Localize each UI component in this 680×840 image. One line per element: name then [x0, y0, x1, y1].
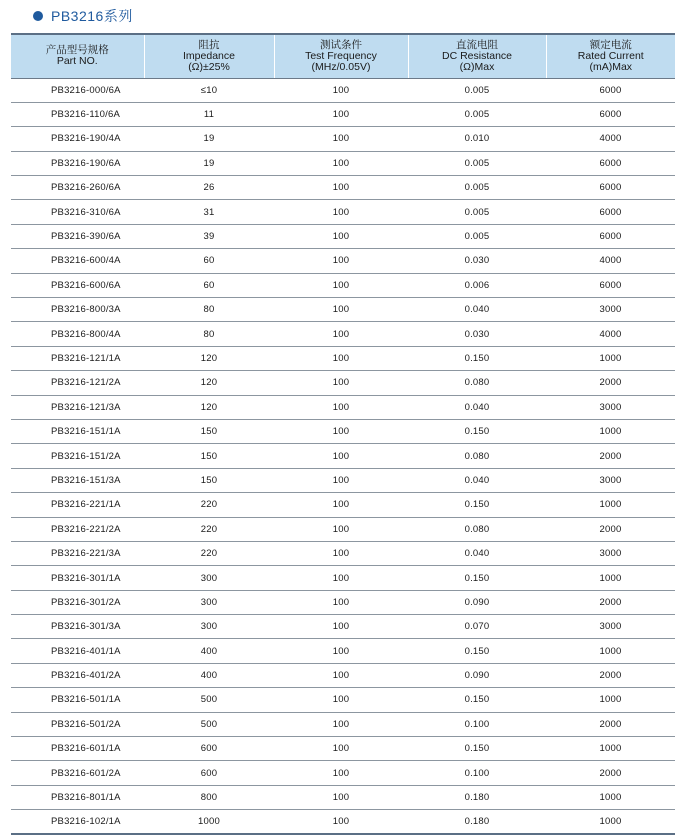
frequency-cell: 100	[274, 712, 408, 736]
table-row	[11, 712, 675, 736]
table-row	[11, 468, 675, 492]
part-number-cell: PB3216-102/1A	[11, 810, 144, 834]
frequency-cell: 100	[274, 493, 408, 517]
current-cell: 6000	[546, 200, 675, 224]
resistance-cell: 0.030	[408, 322, 546, 346]
resistance-cell: 0.005	[408, 78, 546, 102]
table-row	[11, 639, 675, 663]
impedance-cell: 60	[144, 273, 274, 297]
part-number-cell: PB3216-121/2A	[11, 371, 144, 395]
resistance-cell: 0.100	[408, 761, 546, 785]
part-number-cell: PB3216-110/6A	[11, 102, 144, 126]
current-cell: 2000	[546, 517, 675, 541]
table-row	[11, 322, 675, 346]
current-cell: 1000	[546, 785, 675, 809]
resistance-cell: 0.150	[408, 639, 546, 663]
table-row	[11, 517, 675, 541]
table-header-row	[11, 34, 675, 78]
impedance-cell: 600	[144, 761, 274, 785]
table-row	[11, 371, 675, 395]
current-cell: 6000	[546, 78, 675, 102]
part-number-cell: PB3216-800/3A	[11, 298, 144, 322]
table-row	[11, 761, 675, 785]
table-row	[11, 176, 675, 200]
frequency-cell: 100	[274, 737, 408, 761]
frequency-cell: 100	[274, 590, 408, 614]
frequency-cell: 100	[274, 419, 408, 443]
resistance-cell: 0.005	[408, 151, 546, 175]
impedance-cell: 400	[144, 663, 274, 687]
table-row	[11, 615, 675, 639]
table-row	[11, 541, 675, 565]
frequency-cell: 100	[274, 761, 408, 785]
part-number-cell: PB3216-501/1A	[11, 688, 144, 712]
impedance-cell: 500	[144, 688, 274, 712]
impedance-cell: 80	[144, 322, 274, 346]
part-number-cell: PB3216-190/4A	[11, 127, 144, 151]
frequency-cell: 100	[274, 663, 408, 687]
current-cell: 4000	[546, 322, 675, 346]
table-row	[11, 566, 675, 590]
resistance-cell: 0.180	[408, 810, 546, 834]
frequency-cell: 100	[274, 322, 408, 346]
resistance-cell: 0.040	[408, 395, 546, 419]
frequency-cell: 100	[274, 78, 408, 102]
table-row	[11, 151, 675, 175]
impedance-cell: 150	[144, 419, 274, 443]
part-number-cell: PB3216-601/2A	[11, 761, 144, 785]
table-row	[11, 200, 675, 224]
resistance-cell: 0.150	[408, 566, 546, 590]
frequency-cell: 100	[274, 249, 408, 273]
table-row	[11, 273, 675, 297]
resistance-cell: 0.040	[408, 298, 546, 322]
header-impedance: 阻抗 Impedance (Ω)±25%	[144, 34, 274, 78]
frequency-cell: 100	[274, 785, 408, 809]
resistance-cell: 0.090	[408, 663, 546, 687]
part-number-cell: PB3216-601/1A	[11, 737, 144, 761]
table-body	[11, 78, 675, 834]
frequency-cell: 100	[274, 151, 408, 175]
impedance-cell: 60	[144, 249, 274, 273]
part-number-cell: PB3216-600/6A	[11, 273, 144, 297]
impedance-cell: 120	[144, 371, 274, 395]
resistance-cell: 0.150	[408, 346, 546, 370]
frequency-cell: 100	[274, 639, 408, 663]
resistance-cell: 0.040	[408, 541, 546, 565]
impedance-cell: 31	[144, 200, 274, 224]
impedance-cell: 500	[144, 712, 274, 736]
resistance-cell: 0.180	[408, 785, 546, 809]
impedance-cell: 400	[144, 639, 274, 663]
impedance-cell: 300	[144, 566, 274, 590]
frequency-cell: 100	[274, 444, 408, 468]
table-row	[11, 298, 675, 322]
current-cell: 6000	[546, 273, 675, 297]
resistance-cell: 0.040	[408, 468, 546, 492]
part-number-cell: PB3216-151/3A	[11, 468, 144, 492]
table-row	[11, 590, 675, 614]
current-cell: 1000	[546, 737, 675, 761]
part-number-cell: PB3216-401/2A	[11, 663, 144, 687]
frequency-cell: 100	[274, 127, 408, 151]
frequency-cell: 100	[274, 688, 408, 712]
frequency-cell: 100	[274, 371, 408, 395]
current-cell: 1000	[546, 566, 675, 590]
impedance-cell: 800	[144, 785, 274, 809]
current-cell: 6000	[546, 102, 675, 126]
table-row	[11, 493, 675, 517]
current-cell: 3000	[546, 468, 675, 492]
part-number-cell: PB3216-000/6A	[11, 78, 144, 102]
current-cell: 2000	[546, 444, 675, 468]
part-number-cell: PB3216-221/3A	[11, 541, 144, 565]
resistance-cell: 0.005	[408, 176, 546, 200]
current-cell: 1000	[546, 688, 675, 712]
current-cell: 2000	[546, 590, 675, 614]
current-cell: 3000	[546, 615, 675, 639]
current-cell: 3000	[546, 298, 675, 322]
impedance-cell: ≤10	[144, 78, 274, 102]
part-number-cell: PB3216-301/2A	[11, 590, 144, 614]
current-cell: 4000	[546, 127, 675, 151]
impedance-cell: 26	[144, 176, 274, 200]
frequency-cell: 100	[274, 200, 408, 224]
table-row	[11, 224, 675, 248]
current-cell: 4000	[546, 249, 675, 273]
part-number-cell: PB3216-301/3A	[11, 615, 144, 639]
table-row	[11, 444, 675, 468]
section-title	[33, 6, 133, 26]
part-number-cell: PB3216-310/6A	[11, 200, 144, 224]
impedance-cell: 600	[144, 737, 274, 761]
impedance-cell: 220	[144, 493, 274, 517]
table-row	[11, 688, 675, 712]
current-cell: 3000	[546, 541, 675, 565]
resistance-cell: 0.010	[408, 127, 546, 151]
series-title: PB3216系列	[51, 8, 133, 24]
current-cell: 6000	[546, 151, 675, 175]
current-cell: 3000	[546, 395, 675, 419]
frequency-cell: 100	[274, 517, 408, 541]
frequency-cell: 100	[274, 176, 408, 200]
resistance-cell: 0.100	[408, 712, 546, 736]
part-number-cell: PB3216-390/6A	[11, 224, 144, 248]
part-number-cell: PB3216-221/2A	[11, 517, 144, 541]
impedance-cell: 120	[144, 346, 274, 370]
impedance-cell: 80	[144, 298, 274, 322]
frequency-cell: 100	[274, 810, 408, 834]
part-number-cell: PB3216-121/1A	[11, 346, 144, 370]
current-cell: 2000	[546, 371, 675, 395]
resistance-cell: 0.006	[408, 273, 546, 297]
impedance-cell: 300	[144, 590, 274, 614]
resistance-cell: 0.005	[408, 102, 546, 126]
part-number-cell: PB3216-121/3A	[11, 395, 144, 419]
table-row	[11, 78, 675, 102]
header-dc-resistance: 直流电阻 DC Resistance (Ω)Max	[408, 34, 546, 78]
part-number-cell: PB3216-301/1A	[11, 566, 144, 590]
frequency-cell: 100	[274, 541, 408, 565]
current-cell: 1000	[546, 419, 675, 443]
resistance-cell: 0.080	[408, 444, 546, 468]
resistance-cell: 0.150	[408, 688, 546, 712]
impedance-cell: 120	[144, 395, 274, 419]
table-row	[11, 663, 675, 687]
table-row	[11, 395, 675, 419]
table-row	[11, 810, 675, 834]
part-number-cell: PB3216-801/1A	[11, 785, 144, 809]
current-cell: 2000	[546, 663, 675, 687]
impedance-cell: 150	[144, 468, 274, 492]
impedance-cell: 1000	[144, 810, 274, 834]
table-row	[11, 419, 675, 443]
frequency-cell: 100	[274, 273, 408, 297]
table-row	[11, 127, 675, 151]
current-cell: 2000	[546, 761, 675, 785]
spec-table	[11, 33, 675, 835]
part-number-cell: PB3216-401/1A	[11, 639, 144, 663]
header-part-number: 产品型号规格 Part NO.	[11, 34, 144, 78]
part-number-cell: PB3216-221/1A	[11, 493, 144, 517]
bullet-dot-icon	[33, 11, 43, 21]
table-row	[11, 249, 675, 273]
frequency-cell: 100	[274, 298, 408, 322]
impedance-cell: 19	[144, 151, 274, 175]
resistance-cell: 0.150	[408, 737, 546, 761]
impedance-cell: 300	[144, 615, 274, 639]
resistance-cell: 0.080	[408, 517, 546, 541]
frequency-cell: 100	[274, 395, 408, 419]
resistance-cell: 0.030	[408, 249, 546, 273]
frequency-cell: 100	[274, 346, 408, 370]
current-cell: 2000	[546, 712, 675, 736]
resistance-cell: 0.005	[408, 224, 546, 248]
frequency-cell: 100	[274, 566, 408, 590]
impedance-cell: 220	[144, 541, 274, 565]
current-cell: 1000	[546, 639, 675, 663]
header-test-frequency: 测试条件 Test Frequency (MHz/0.05V)	[274, 34, 408, 78]
impedance-cell: 39	[144, 224, 274, 248]
frequency-cell: 100	[274, 224, 408, 248]
frequency-cell: 100	[274, 615, 408, 639]
impedance-cell: 220	[144, 517, 274, 541]
current-cell: 6000	[546, 224, 675, 248]
impedance-cell: 11	[144, 102, 274, 126]
resistance-cell: 0.070	[408, 615, 546, 639]
frequency-cell: 100	[274, 102, 408, 126]
current-cell: 6000	[546, 176, 675, 200]
impedance-cell: 150	[144, 444, 274, 468]
current-cell: 1000	[546, 493, 675, 517]
part-number-cell: PB3216-800/4A	[11, 322, 144, 346]
part-number-cell: PB3216-260/6A	[11, 176, 144, 200]
table-row	[11, 737, 675, 761]
part-number-cell: PB3216-190/6A	[11, 151, 144, 175]
table-row	[11, 785, 675, 809]
resistance-cell: 0.090	[408, 590, 546, 614]
part-number-cell: PB3216-151/1A	[11, 419, 144, 443]
current-cell: 1000	[546, 346, 675, 370]
impedance-cell: 19	[144, 127, 274, 151]
frequency-cell: 100	[274, 468, 408, 492]
part-number-cell: PB3216-600/4A	[11, 249, 144, 273]
resistance-cell: 0.005	[408, 200, 546, 224]
current-cell: 1000	[546, 810, 675, 834]
part-number-cell: PB3216-151/2A	[11, 444, 144, 468]
resistance-cell: 0.150	[408, 419, 546, 443]
part-number-cell: PB3216-501/2A	[11, 712, 144, 736]
table-row	[11, 102, 675, 126]
resistance-cell: 0.150	[408, 493, 546, 517]
table-row	[11, 346, 675, 370]
header-rated-current: 额定电流 Rated Current (mA)Max	[546, 34, 675, 78]
resistance-cell: 0.080	[408, 371, 546, 395]
